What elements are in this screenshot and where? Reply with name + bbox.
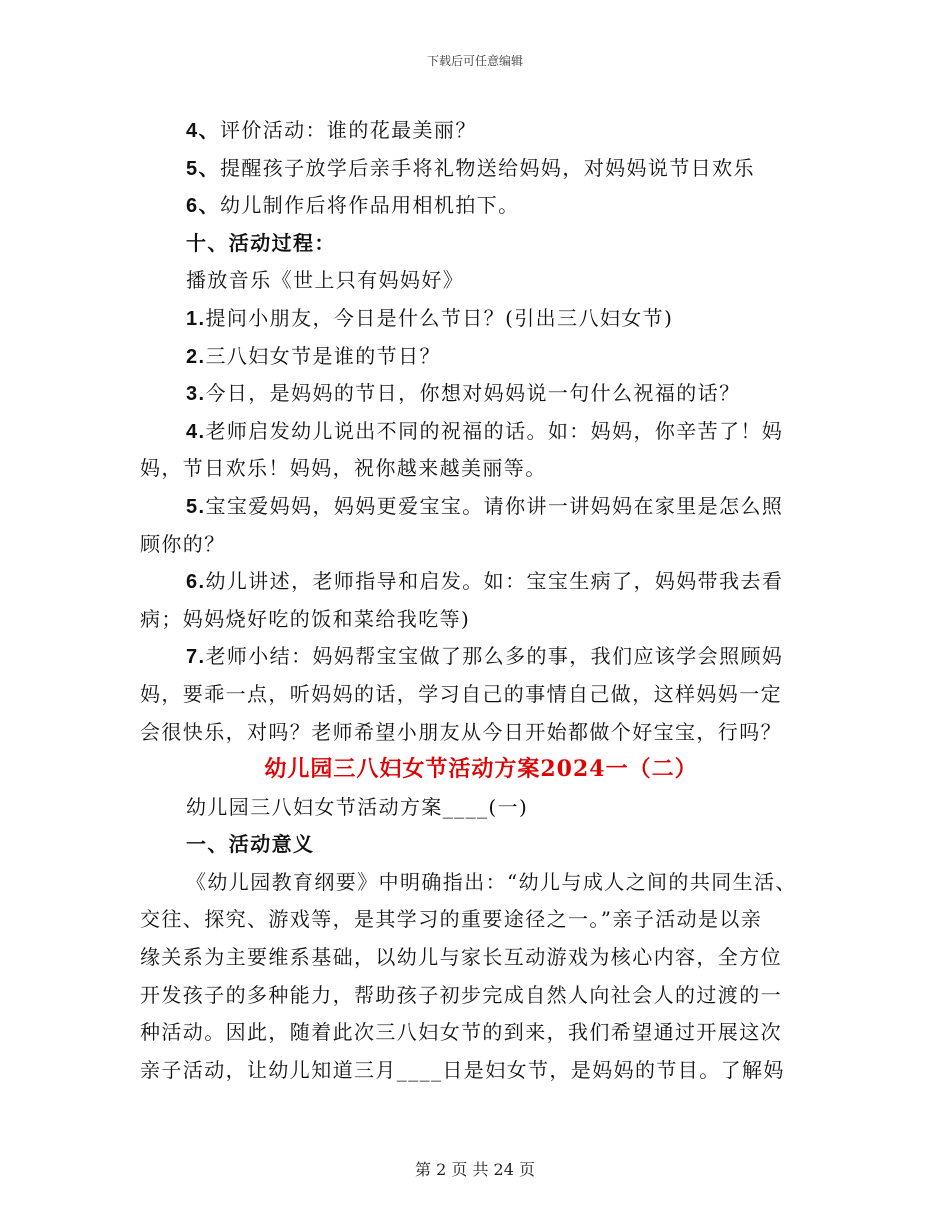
list-number: 3. (186, 383, 206, 406)
line-text: 缘关系为主要维系基础，以幼儿与家长互动游戏为核心内容，全方位 (140, 945, 782, 970)
list-number: 7. (186, 646, 206, 669)
list-number: 6. (186, 571, 206, 594)
line-text: 宝宝爱妈妈，妈妈更爱宝宝。请你讲一讲妈妈在家里是怎么照 (205, 493, 784, 518)
paragraph-line (140, 262, 812, 300)
line-text: 种活动。因此，随着此次三八妇女节的到来，我们希望通过开展这次 (140, 1020, 782, 1045)
paragraph-line (140, 1052, 812, 1090)
line-text: 亲子活动，让幼儿知道三月____日是妇女节，是妈妈的节目。了解妈 (140, 1057, 785, 1082)
section-heading (140, 225, 812, 263)
section-heading (140, 826, 812, 864)
line-text: 提问小朋友，今日是什么节日？(引出三八妇女节) (205, 305, 674, 330)
line-text: 病；妈妈烧好吃的饭和菜给我吃等) (140, 606, 471, 631)
paragraph-line (140, 789, 812, 827)
line-text: 幼儿园三八妇女节活动方案2024一（二） (264, 756, 698, 783)
paragraph-line (140, 939, 812, 977)
line-text: 评价活动：谁的花最美丽？ (219, 118, 477, 142)
paragraph-line (140, 714, 812, 752)
list-number: 5. (186, 495, 206, 518)
line-text: 老师启发幼儿说出不同的祝福的话。如：妈妈，你辛苦了！妈 (205, 418, 784, 443)
paragraph-line (140, 375, 812, 413)
page-header: 下载后可任意编辑 (426, 54, 523, 68)
document-body (140, 112, 812, 1089)
list-number: 5、 (186, 157, 220, 180)
line-text: 今日，是妈妈的节日，你想对妈妈说一句什么祝福的话？ (205, 381, 741, 406)
line-text: 幼儿制作后将作品用相机拍下。 (219, 193, 520, 218)
paragraph-line (140, 300, 812, 338)
paragraph-line (140, 563, 812, 601)
line-text: 妈，节日欢乐！妈妈，祝你越来越美丽等。 (140, 456, 547, 481)
paragraph-line (140, 450, 812, 488)
paragraph-line (140, 338, 812, 376)
paragraph-line (140, 488, 812, 526)
line-text: 一、活动意义 (186, 832, 315, 857)
paragraph-line (140, 1014, 812, 1052)
line-text: 会很快乐，对吗？老师希望小朋友从今日开始都做个好宝宝，行吗？ (140, 719, 782, 744)
line-text: 交往、探究、游戏等，是其学习的重要途径之一。”亲子活动是以亲 (140, 907, 763, 932)
section-title (140, 751, 812, 789)
line-text: 老师小结：妈妈帮宝宝做了那么多的事，我们应该学会照顾妈 (205, 644, 784, 669)
line-text: 妈，要乖一点，听妈妈的话，学习自己的事情自己做，这样妈妈一定 (140, 681, 782, 706)
paragraph-line (140, 413, 812, 451)
line-text: 开发孩子的多种能力，帮助孩子初步完成自然人向社会人的过渡的一 (140, 982, 782, 1007)
line-text: 顾你的？ (140, 531, 226, 556)
paragraph-line (140, 901, 812, 939)
list-number: 4、 (186, 120, 220, 142)
paragraph-line (140, 601, 812, 639)
paragraph-line (140, 638, 812, 676)
paragraph-line (140, 864, 812, 902)
line-text: 三八妇女节是谁的节日？ (205, 343, 441, 368)
list-number: 1. (186, 307, 206, 330)
line-text: 提醒孩子放学后亲手将礼物送给妈妈，对妈妈说节日欢乐 (219, 155, 755, 180)
paragraph-line (140, 112, 812, 150)
line-text: 十、活动过程： (186, 230, 336, 255)
list-number: 6、 (186, 195, 220, 218)
list-number: 4. (186, 420, 206, 443)
list-number: 2. (186, 345, 206, 368)
line-text: 《幼儿园教育纲要》中明确指出：“幼儿与成人之间的共同生活、 (186, 869, 797, 894)
paragraph-line (140, 676, 812, 714)
page-footer: 第 2 页 共 24 页 (415, 1160, 535, 1179)
paragraph-line (140, 187, 812, 225)
paragraph-line (140, 526, 812, 564)
paragraph-line (140, 150, 812, 188)
line-text: 幼儿园三八妇女节活动方案____(一) (186, 794, 529, 819)
line-text: 幼儿讲述，老师指导和启发。如：宝宝生病了，妈妈带我去看 (205, 569, 784, 594)
paragraph-line (140, 977, 812, 1015)
line-text: 播放音乐《世上只有妈妈好》 (186, 268, 465, 293)
